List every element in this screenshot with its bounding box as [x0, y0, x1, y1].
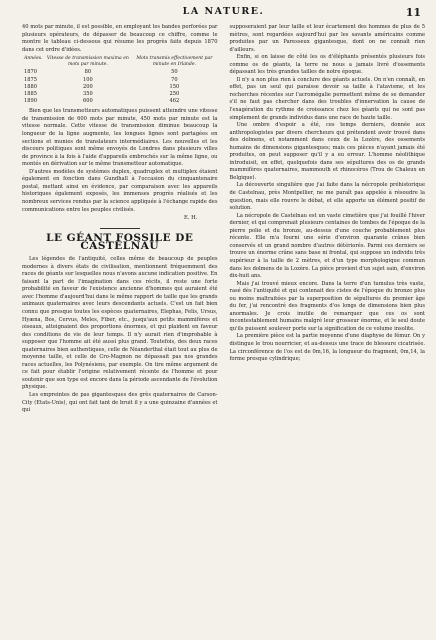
table-cell: 1880 [24, 83, 37, 90]
table-cell: 600 [83, 98, 93, 105]
left-column [22, 24, 218, 415]
paragraph: Il n'y a non plus rien à conclure des géants actuels. On n'en connaît, en effet, pas un seul qui paraisse devoir sa taille à l'atavisme, et les recherches récentes sur l'acromégalie permettent même de se demander s'il ne faut pas chercher dans des troubles d'innervation la cause de l'exagération du rythme de croissance chez les géants qui ne sont pas simplement de grands individus dans une race de haute taille. [229, 76, 425, 121]
journal-title: LA NATURE. [182, 6, 265, 17]
intro-paragraph: 40 mots par minute, il est possible, en employant les bandes perforées par plusieurs opérateurs, de dépasser de beaucoup ce chiffre, comme le montre le tableau ci-dessous qui résume les progrès faits depuis 1870 dans cet ordre d'idées. [22, 24, 218, 53]
author-signature: E. H. [183, 215, 198, 222]
table-row [22, 77, 218, 84]
table-cell: 100 [83, 76, 93, 83]
paragraph: Mais j'ai trouvé mieux encore. Dans la terre d'un tumulus très vaste, rasé dès l'antiquité et qui contenait des cistes de l'époque du bronze plus ou moins maltraitées par la superposition de sépultures du premier âge du fer, j'ai rencontré des fragments d'os longs de dimensions bien plus anormales. Je crois inutile de remarquer que ces os sont incontestablement humains malgré leur grosseur énorme, et le seul doute qu'ils puissent soulever porte sur la signification de ce volume insolite. [229, 280, 425, 332]
table-cell: 462 [169, 98, 180, 105]
paragraph: Bien que les transmetteurs automatiques puissent atteindre une vitesse de transmission de 600 mots par minute, 450 mots par minute est la vitesse normale. Cette vitesse de transmission diminue beaucoup la longueur de la ligne augmente, les longues lignes sont partagées en sections et munies de translateurs intermédiaires. Les nouvelles et les discours politiques sont même envoyés de Londres dans plusieurs villes de province à la fois à l'aide d'appareils embrochés sur la même ligne, ou montés en dérivation sur le même transmetteur automatique. [22, 108, 218, 168]
paragraph: La nécropole de Castelnau est un vaste cimetière que j'ai fouillé l'hiver dernier, et qui comprenait plusieurs centaines de tombes de l'époque de la pierre polie et du bronze, au-dessus d'une couche probablement plus récente. Elle m'a fourni une série d'environ quarante crânes bien conservés et un grand nombre d'autres détériorés. Parmi ces derniers se trouve un énorme crâne sans base ni frontal, qui suppose un individu très supérieur à la taille de 2 mètres, et d'un type morphologique commun dans les dolmens de la Lozère. La pièce provient d'un sujet sain, d'environ dix-huit ans. [229, 212, 425, 280]
table-cell: 70 [171, 76, 178, 83]
table-row [22, 69, 218, 76]
table-cell: 200 [83, 83, 93, 90]
table-header: Mots transmis effectivement par minute en Irlande. [136, 56, 213, 67]
paragraph: Les empreintes de pas gigantesques des grès quaternaires de Carson-City (Etats-Unis), qui ont fait tant de bruit il y a une quinzaine d'années et qui [22, 391, 218, 414]
table-header: Années. [24, 56, 43, 62]
table-cell: 80 [84, 69, 92, 76]
text-columns [22, 24, 425, 415]
page-number: 11 [405, 6, 421, 19]
table-cell: 1870 [24, 69, 37, 76]
table-header: Vitesse de transmission maxima en mots par minute. [46, 56, 129, 67]
paragraph: La découverte singulière que j'ai faite dans la nécropole préhistorique de Castelnau, près Montpellier, ne me paraît pas appelée à résoudre la question, mais elle rouvre le débat, et elle apporte un élément positif de solution. [229, 182, 425, 212]
paragraph: La première pièce est la partie moyenne d'une diaphyse de fémur. On y distingue le trou nourricier, et au-dessus une trace de blessure cicatrisée. La circonférence de l'os est de 0m,16, la longueur du fragment, 0m,14, la forme presque cylindrique; [229, 333, 425, 363]
paragraph: D'autres modèles de systèmes duplex, quadruplex et multiplex étaient également en fonction dans Gundhall à l'occasion du cinquantenaire postal, mettant ainsi en évidence, par comparaison avec les appareils historiques également exposés, les immenses progrès réalisés et les nombreux services rendus par la science appliquée à l'échange rapide des communications entre les peuples civilisés. [22, 168, 218, 213]
table-row [22, 91, 218, 98]
table-row [22, 84, 218, 91]
right-column [230, 24, 426, 415]
page-header [22, 6, 425, 24]
table-header-row [22, 56, 218, 69]
paragraph: Une ombre d'espoir a été, ces temps derniers, donnée aux anthropologistes par divers chercheurs qui prétendent avoir trouvé dans des dolmens, et notamment dans ceux de la Lozère, des ossements humains de dimensions gigantesques; mais ces pièces n'ayant jamais été produites, on peut supposer qu'il y a eu erreur. L'homme néolithique introduisit, en effet, quelquefois dans ses sépultures des os de grands mammifères quaternaires, mammouth et rhinocéros (Trou de Chaleux en Belgique). [229, 122, 425, 181]
table-cell: 50 [171, 69, 178, 76]
table-cell: 1875 [24, 76, 37, 83]
section-divider [100, 228, 140, 229]
table-row [22, 98, 218, 105]
table-cell: 350 [83, 90, 93, 97]
table-cell: 250 [169, 90, 180, 97]
paragraph: Enfin, si on laisse de côté les os d'éléphants présentés plusieurs fois comme os de géants, la terre ne nous a jamais livré d'ossements dépassant les très grandes tailles de notre époque. [229, 54, 425, 76]
table-cell: 1890 [24, 98, 37, 105]
paragraph: Les légendes de l'antiquité, celles même de beaucoup de peuples modernes à divers états de civilisation, mentionnent fréquemment des races de géants sur lesquelles nous n'avons aucune indication positive. En faisant la part de l'imagination dans ces récits, il reste une forte probabilité en faveur de l'existence ancienne d'hommes qui auraient été avec l'homme d'aujourd'hui dans le même rapport de taille que les grands animaux quaternaires avec leurs descendants actuels. C'est un fait bien connu que presque toutes les espèces quaternaires, Elephas, Felis, Ursus, Hyæna, Bos, Cervus, Meles, Fiber, etc., jusqu'aux petits mammifères et oiseaux, atteignaient des proportions énormes, et qui plaident en faveur des conditions de vie de leur temps. Il n'y aurait rien d'improbable à supposer que l'homme ait été aussi plus grand. Toutefois, des deux races quaternaires bien authentiques, celle de Néanderthal était tout au plus de moyenne taille, et celle de Cro-Magnon ne dépassait pas nos grandes races actuelles, les Polynésiens, par exemple. On tire même argument de ce fait pour établir l'origine relativement récente de l'homme et pour soutenir que son type est encore dans la période ascendante de l'évolution physique. [22, 256, 218, 391]
speed-table [22, 56, 218, 105]
article-title: LE GÉANT FOSSILE DE CASTELNAU [46, 232, 194, 252]
table-cell: 1885 [24, 90, 37, 97]
table-cell: 150 [169, 83, 180, 90]
paragraph: supposeraient par leur taille et leur écartement des hommes de plus de 5 mètres, sont regardées aujourd'hui par les savants américains comme produites par un Paresseux gigantesque, dont on ne connaît rien d'ailleurs. [229, 24, 425, 53]
